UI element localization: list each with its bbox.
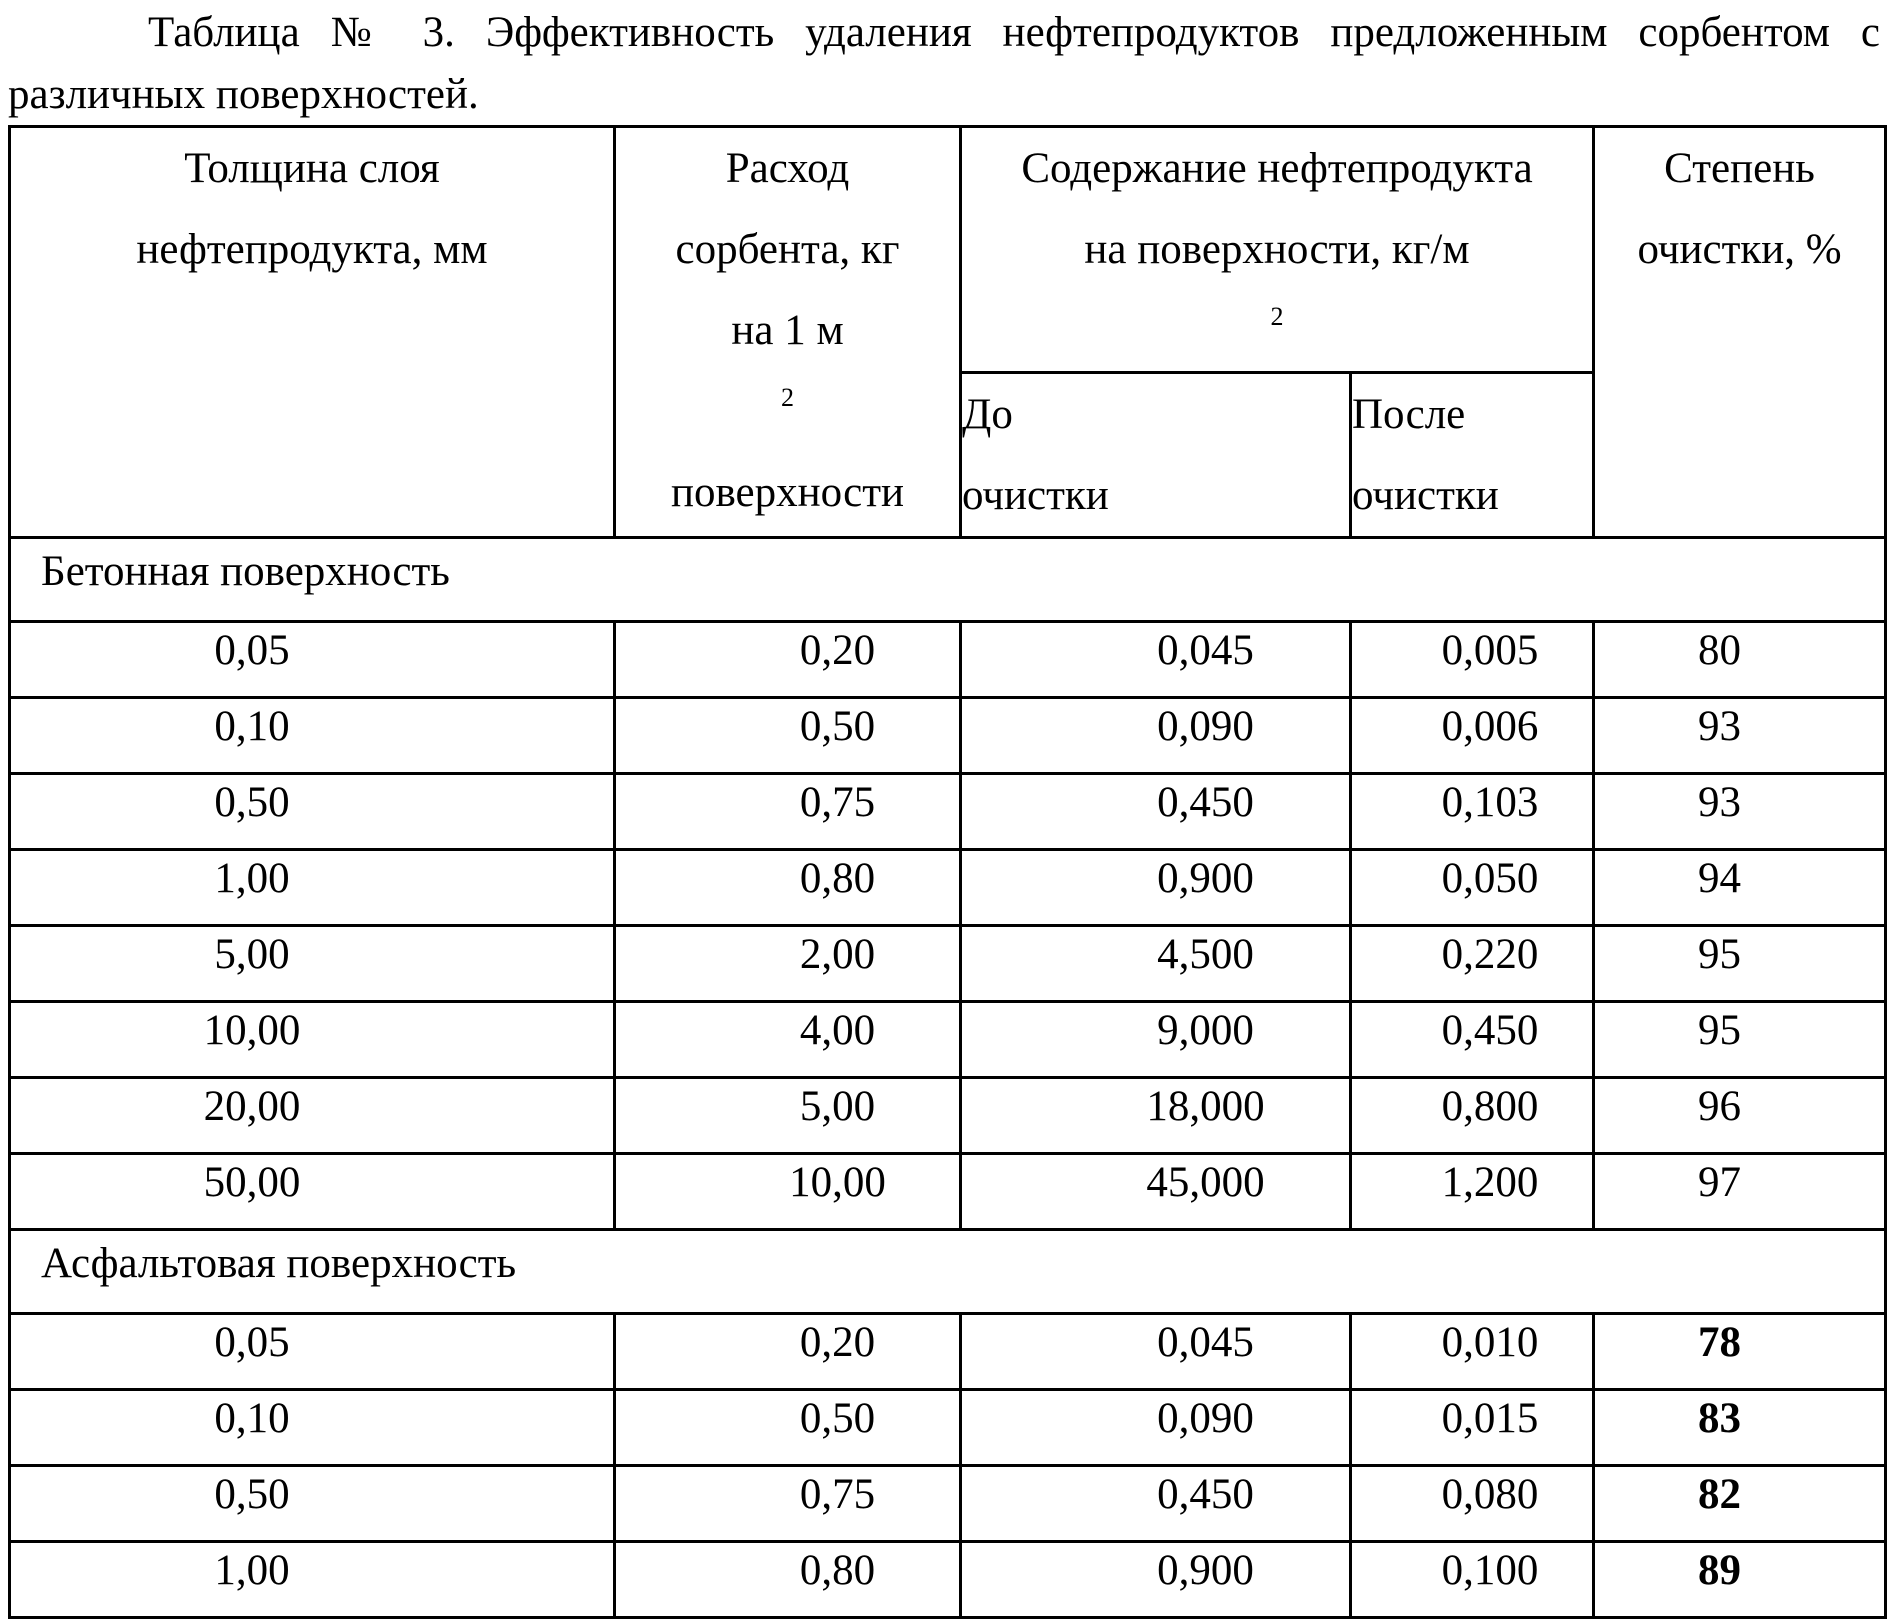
table-row — [10, 622, 1886, 698]
section-row — [10, 1230, 1886, 1314]
cell-sorbent: 0,80 — [615, 850, 961, 926]
cell-degree: 83 — [1594, 1390, 1886, 1466]
table-caption: Таблица № 3. Эффективность удаления нефтепродуктов предложенным сорбентом с различных поверхностей. — [8, 9, 1880, 118]
section-title: Асфальтовая поверхность — [10, 1230, 1886, 1314]
cell-sorbent: 2,00 — [615, 926, 961, 1002]
cell-before: 0,450 — [961, 774, 1351, 850]
cell-after: 0,450 — [1351, 1002, 1594, 1078]
table-row — [10, 1390, 1886, 1466]
cell-before: 0,450 — [961, 1466, 1351, 1542]
cell-before: 0,900 — [961, 1542, 1351, 1618]
cell-sorbent: 0,50 — [615, 1390, 961, 1466]
cell-degree: 80 — [1594, 622, 1886, 698]
cell-thickness: 5,00 — [10, 926, 615, 1002]
cell-degree: 95 — [1594, 1002, 1886, 1078]
cell-thickness: 10,00 — [10, 1002, 615, 1078]
section-title: Бетонная поверхность — [10, 538, 1886, 622]
table-row — [10, 1002, 1886, 1078]
cell-sorbent: 0,80 — [615, 1542, 961, 1618]
table-row — [10, 1466, 1886, 1542]
header-after-cleaning: После очистки — [1351, 373, 1594, 538]
cell-after: 0,080 — [1351, 1466, 1594, 1542]
data-table — [8, 125, 1887, 1619]
cell-degree: 95 — [1594, 926, 1886, 1002]
table-body — [10, 538, 1886, 1618]
cell-before: 0,090 — [961, 698, 1351, 774]
cell-degree: 96 — [1594, 1078, 1886, 1154]
cell-degree: 93 — [1594, 774, 1886, 850]
header-layer-thickness: Толщина слоя нефтепродукта, мм — [10, 127, 615, 538]
cell-after: 0,010 — [1351, 1314, 1594, 1390]
table-row — [10, 774, 1886, 850]
cell-before: 0,045 — [961, 622, 1351, 698]
cell-sorbent: 10,00 — [615, 1154, 961, 1230]
cell-sorbent: 0,75 — [615, 1466, 961, 1542]
header-sorbent-consumption: Расход сорбента, кг на 1 м $^2$ поверхности — [615, 127, 961, 538]
cell-sorbent: 0,50 — [615, 698, 961, 774]
cell-degree: 97 — [1594, 1154, 1886, 1230]
cell-sorbent: 5,00 — [615, 1078, 961, 1154]
cell-thickness: 1,00 — [10, 850, 615, 926]
table-row — [10, 1542, 1886, 1618]
cell-after: 0,015 — [1351, 1390, 1594, 1466]
table-row — [10, 850, 1886, 926]
cell-after: 0,005 — [1351, 622, 1594, 698]
cell-thickness: 50,00 — [10, 1154, 615, 1230]
cell-sorbent: 0,20 — [615, 622, 961, 698]
section-row — [10, 538, 1886, 622]
header-oil-content-group: Содержание нефтепродукта на поверхности, кг/м $^2$ — [961, 127, 1594, 373]
table-row — [10, 926, 1886, 1002]
cell-degree: 89 — [1594, 1542, 1886, 1618]
cell-sorbent: 0,20 — [615, 1314, 961, 1390]
header-before-cleaning: До очистки — [961, 373, 1351, 538]
cell-thickness: 20,00 — [10, 1078, 615, 1154]
cell-after: 0,103 — [1351, 774, 1594, 850]
cell-after: 0,100 — [1351, 1542, 1594, 1618]
cell-degree: 94 — [1594, 850, 1886, 926]
table-row — [10, 1154, 1886, 1230]
cell-after: 0,800 — [1351, 1078, 1594, 1154]
cell-thickness: 0,50 — [10, 1466, 615, 1542]
table-row — [10, 1314, 1886, 1390]
cell-before: 0,090 — [961, 1390, 1351, 1466]
cell-after: 1,200 — [1351, 1154, 1594, 1230]
cell-before: 9,000 — [961, 1002, 1351, 1078]
cell-degree: 82 — [1594, 1466, 1886, 1542]
cell-after: 0,050 — [1351, 850, 1594, 926]
cell-thickness: 0,05 — [10, 1314, 615, 1390]
cell-thickness: 0,10 — [10, 698, 615, 774]
table-row — [10, 1078, 1886, 1154]
cell-before: 4,500 — [961, 926, 1351, 1002]
cell-after: 0,220 — [1351, 926, 1594, 1002]
cell-thickness: 1,00 — [10, 1542, 615, 1618]
cell-sorbent: 4,00 — [615, 1002, 961, 1078]
cell-before: 0,900 — [961, 850, 1351, 926]
table-header — [10, 127, 1886, 538]
cell-thickness: 0,50 — [10, 774, 615, 850]
cell-before: 18,000 — [961, 1078, 1351, 1154]
cell-sorbent: 0,75 — [615, 774, 961, 850]
cell-before: 0,045 — [961, 1314, 1351, 1390]
cell-thickness: 0,05 — [10, 622, 615, 698]
header-cleaning-degree: Степень очистки, % — [1594, 127, 1886, 538]
cell-degree: 93 — [1594, 698, 1886, 774]
cell-degree: 78 — [1594, 1314, 1886, 1390]
table-row — [10, 698, 1886, 774]
cell-before: 45,000 — [961, 1154, 1351, 1230]
cell-after: 0,006 — [1351, 698, 1594, 774]
cell-thickness: 0,10 — [10, 1390, 615, 1466]
